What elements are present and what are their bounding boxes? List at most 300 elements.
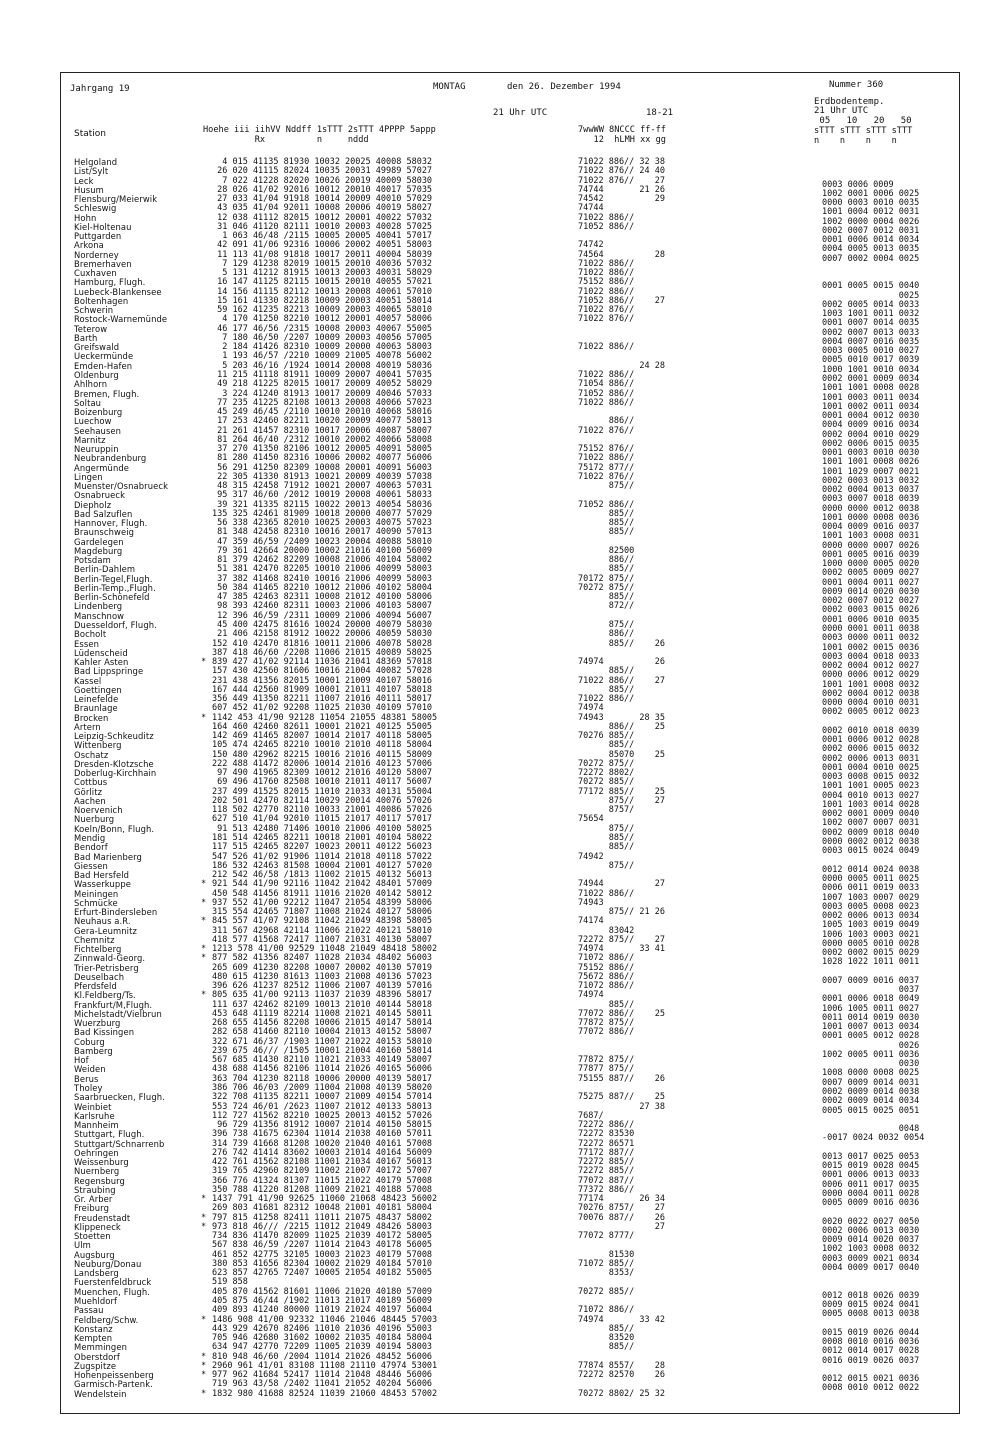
station-data: 48 315 42458 71912 10021 20007 40063 57031 <box>212 481 433 492</box>
soil-temperatures: 0015 0019 0026 0044 <box>822 1327 920 1338</box>
station-name: Pferdsfeld <box>74 981 117 992</box>
synoptic-group: 72272 885// <box>578 1166 635 1177</box>
soil-temperatures: 1001 0003 0011 0034 <box>822 392 920 403</box>
station-name: Puttgarden <box>74 231 122 242</box>
soil-temperatures: 0001 0003 0010 0030 <box>822 448 920 459</box>
station-data: 265 609 41230 82208 10007 20002 40130 57019 <box>212 962 433 973</box>
synoptic-group: 885// <box>578 684 635 695</box>
station-data: 311 567 42968 42114 11006 21022 40121 58010 <box>212 925 433 936</box>
station-data: 553 724 46/01 /2623 11007 21012 40133 58013 <box>212 1101 433 1112</box>
station-name: Hohenpeissenberg <box>74 1370 154 1381</box>
station-data: 276 742 41414 83602 10003 21014 40164 56009 <box>212 1147 433 1158</box>
synoptic-group: 70272 885// <box>578 1286 635 1297</box>
soil-temperatures: 0000 0003 0010 0035 <box>822 198 920 209</box>
synoptic-group: 75155 887// 26 <box>578 1073 665 1084</box>
station-name: Berlin-Temp.,Flugh. <box>74 582 156 593</box>
soil-temperatures: 0007 0002 0004 0025 <box>822 253 920 264</box>
synoptic-group: 74944 27 <box>578 879 665 890</box>
station-data: 1437 791 41/90 92625 11060 21068 48423 56002 <box>212 1194 438 1205</box>
station-name: Chemnitz <box>74 934 115 945</box>
synoptic-group: 72272 886// <box>578 1120 635 1131</box>
synoptic-column-subheader: 12 hLMH xx gg <box>578 135 666 145</box>
station-name: Bad Kissingen <box>74 1027 135 1038</box>
station-data: 42 091 41/06 92316 10006 20002 40051 58003 <box>212 240 433 251</box>
synoptic-group: 81530 <box>578 1249 635 1260</box>
station-name: Angermünde <box>74 462 130 473</box>
soil-temperatures: 0002 0005 0009 0027 <box>822 568 920 579</box>
station-data: 810 948 46/60 /2004 11014 21026 48452 56006 <box>212 1351 433 1362</box>
soil-temperatures: 0002 0003 0013 0032 <box>822 475 920 486</box>
soil-temperatures: 0009 0014 0020 0030 <box>822 586 920 597</box>
station-name: Straubing <box>74 1184 116 1195</box>
station-name: Braunlage <box>74 703 118 714</box>
station-data: 15 161 41330 82218 10009 20003 40051 58014 <box>212 295 433 306</box>
station-name: Artern <box>74 721 101 732</box>
mountain-station-marker: * <box>201 944 207 955</box>
soil-temperatures: 0002 0009 0014 0034 <box>822 1096 920 1107</box>
synoptic-group: 72272 875// 27 <box>578 934 665 945</box>
station-data: 845 557 41/07 92108 11042 21049 48398 58005 <box>212 916 433 927</box>
soil-temperatures: 0005 0010 0017 0039 <box>822 355 920 366</box>
soil-temperatures: 1001 0000 0008 0036 <box>822 512 920 523</box>
synoptic-group: 83042 <box>578 925 635 936</box>
soil-temperatures: 0001 0006 0012 0028 <box>822 735 920 746</box>
soil-temperatures: 1007 1003 0007 0029 <box>822 892 920 903</box>
synoptic-group: 71022 886// <box>578 888 635 899</box>
soil-temperatures: 0004 0009 0016 0037 <box>822 522 920 533</box>
synoptic-group: 8353/ <box>578 1268 635 1279</box>
soil-temperatures: 1001 0004 0012 0031 <box>822 207 920 218</box>
soil-temperatures: 0000 0005 0011 0025 <box>822 874 920 885</box>
station-data: 59 162 41235 82213 10009 20003 40065 58010 <box>212 305 433 316</box>
soil-temperatures: 0001 0004 0010 0025 <box>822 762 920 773</box>
station-name: Zugspitze <box>74 1360 117 1371</box>
station-name: Leinefelde <box>74 694 119 705</box>
station-name: Muenster/Osnabrueck <box>74 481 169 492</box>
soil-temperatures: 0006 0011 0017 0035 <box>822 1179 920 1190</box>
station-data: 519 858 <box>212 1277 248 1288</box>
station-name: Wittenberg <box>74 740 122 751</box>
station-name: Magdeburg <box>74 545 123 556</box>
soil-temperatures: 1028 1022 1011 0011 <box>822 957 920 968</box>
soil-temperatures: 0001 0006 0013 0033 <box>822 1170 920 1181</box>
station-name: Luebeck-Blankensee <box>74 286 162 297</box>
station-name: Weinbiet <box>74 1101 112 1112</box>
soil-temperatures: 0000 0000 0007 0026 <box>822 540 920 551</box>
station-name: Schmücke <box>74 897 118 908</box>
station-data: 634 947 42770 72209 11005 21039 40194 58003 <box>212 1342 433 1353</box>
synoptic-group: 77072 886// 25 <box>578 1008 665 1019</box>
synoptic-group: 77174 26 34 <box>578 1194 665 1205</box>
synoptic-group: 71022 886// <box>578 694 635 705</box>
soil-temperatures: 0001 0004 0012 0030 <box>822 411 920 422</box>
synoptic-group: 75654 <box>578 814 604 825</box>
soil-temperatures: 0020 0022 0027 0050 <box>822 1216 920 1227</box>
soil-temperatures: 0037 <box>822 985 920 996</box>
soil-temperatures: 1002 1003 0008 0032 <box>822 1244 920 1255</box>
station-name: Mendig <box>74 832 106 843</box>
soil-temperatures: 0000 0004 0011 0028 <box>822 1188 920 1199</box>
soil-temperatures: 0015 0019 0028 0045 <box>822 1161 920 1172</box>
soil-temperatures: -0017 0024 0032 0054 <box>822 1133 925 1144</box>
station-name: Aachen <box>74 795 106 806</box>
synoptic-group: 875// <box>578 620 635 630</box>
station-data: 152 410 42470 81816 10011 21006 40078 58028 <box>212 638 433 649</box>
soil-temperatures: 0002 0007 0012 0027 <box>822 596 920 607</box>
station-name: Görlitz <box>74 786 103 797</box>
station-data: 4 170 41250 82210 10012 20001 40057 58006 <box>212 314 433 325</box>
station-name: Stoetten <box>74 1231 111 1242</box>
soil-temperatures: 0002 0006 0015 0035 <box>822 438 920 449</box>
soil-temperatures: 1005 1003 0019 0049 <box>822 920 920 931</box>
soil-temperatures: 0001 0005 0012 0028 <box>822 1031 920 1042</box>
station-name: Oberstdorf <box>74 1351 120 1362</box>
soil-temperatures: 0009 0015 0024 0041 <box>822 1299 920 1310</box>
synoptic-column-header: 7wwWW 8NCCC ff-ff <box>578 125 666 135</box>
station-data: 4 015 41135 81930 10032 20025 40008 58032 <box>212 157 433 167</box>
station-data: 734 836 41470 82009 11025 21039 40172 58005 <box>212 1231 433 1242</box>
station-name: Muenchen, Flugh. <box>74 1286 151 1297</box>
synoptic-group: 75172 877// <box>578 462 635 473</box>
station-data: 45 400 42475 81616 10024 20000 40079 58030 <box>212 620 433 630</box>
soil-temperatures: 0001 0006 0014 0034 <box>822 235 920 246</box>
station-data: 164 460 42460 82611 10001 21021 40125 55005 <box>212 721 433 732</box>
station-name: Luechow <box>74 416 112 427</box>
station-name: Deuselbach <box>74 971 125 982</box>
station-data: 322 671 46/37 /1903 11007 21022 40153 58010 <box>212 1036 433 1047</box>
soil-temperatures: 0000 0006 0012 0029 <box>822 670 920 681</box>
soil-temperatures: 0002 0004 0012 0038 <box>822 688 920 699</box>
synoptic-group: 74974 33 42 <box>578 1314 665 1325</box>
station-name: Bad Hersfeld <box>74 870 130 881</box>
station-name: Hof <box>74 1055 89 1066</box>
station-data: 111 637 42462 82109 10013 21010 40144 58018 <box>212 999 433 1010</box>
synoptic-group: 885// <box>578 842 635 853</box>
station-name: Helgoland <box>74 157 118 167</box>
station-data: 1 063 46/48 /2115 10005 20005 40041 57017 <box>212 231 433 242</box>
station-name: Bad Marienberg <box>74 851 142 862</box>
mountain-station-marker: * <box>201 916 207 927</box>
synoptic-group: 71072 886// <box>578 981 635 992</box>
station-data: 1142 453 41/90 92128 11054 21055 48381 58005 <box>212 712 438 723</box>
soil-utc-label: 21 Uhr UTC <box>814 106 869 116</box>
synoptic-group: 74542 29 <box>578 194 665 205</box>
synoptic-group: 875// <box>578 823 635 834</box>
soil-temperatures: 0007 0009 0014 0031 <box>822 1077 920 1088</box>
soil-temperatures: 0006 0011 0019 0033 <box>822 883 920 894</box>
station-data: 1 193 46/57 /2210 10009 21005 40078 56002 <box>212 351 433 362</box>
station-data: 607 452 41/02 92208 11025 21030 40109 57010 <box>212 703 433 714</box>
soil-temperatures: 0001 0004 0011 0027 <box>822 577 920 588</box>
station-data: 37 270 41350 82106 10012 20005 40091 58005 <box>212 444 433 455</box>
station-data: 453 648 41119 82214 11008 21021 40145 58011 <box>212 1008 433 1019</box>
station-name: Regensburg <box>74 1175 125 1186</box>
station-data: 356 449 41350 82211 11007 21016 40111 58017 <box>212 694 433 705</box>
station-name: Teterow <box>74 323 108 334</box>
station-name: Zinnwald-Georg. <box>74 953 146 964</box>
station-data: 5 131 41212 81915 10013 20003 40031 58029 <box>212 268 433 279</box>
data-column-header: Hoehe iii iihVV Nddff 1sTTT 2sTTT 4PPPP 5appp <box>203 125 436 135</box>
soil-temperatures: 0016 0019 0026 0037 <box>822 1355 920 1366</box>
station-name: Ulm <box>74 1240 91 1251</box>
soil-temperatures: 0002 0003 0015 0026 <box>822 605 920 616</box>
station-data: 977 962 41684 52417 11014 21048 48446 56006 <box>212 1370 433 1381</box>
station-name: Rostock-Warnemünde <box>74 314 168 325</box>
station-data: 269 803 41681 82312 10048 21001 40181 58004 <box>212 1203 433 1214</box>
station-data: 380 853 41656 82304 10002 21029 40184 57010 <box>212 1258 433 1269</box>
station-data: 47 359 46/59 /2409 10023 20004 40088 58010 <box>212 536 433 547</box>
station-data: 3 224 41240 81913 10017 20009 40046 57033 <box>212 388 433 399</box>
synoptic-group: 77877 875// <box>578 1064 635 1075</box>
station-name: Lingen <box>74 471 103 482</box>
station-data: 28 026 41/02 92016 10012 20010 40017 57035 <box>212 184 433 195</box>
station-data: 567 838 46/59 /2207 11014 21043 40178 56005 <box>212 1240 433 1251</box>
station-data: 7 129 41238 82019 10015 20010 40036 57032 <box>212 258 433 269</box>
station-data: 239 675 46/// /1505 10001 21004 40160 58014 <box>212 1045 433 1056</box>
station-name: List/Sylt <box>74 166 109 177</box>
station-data: 14 156 41115 82112 10013 20008 40061 57010 <box>212 286 433 297</box>
synoptic-group: 71022 886// <box>578 453 635 464</box>
soil-temperatures: 1001 1001 0008 0026 <box>822 457 920 468</box>
station-name: Passau <box>74 1305 104 1316</box>
soil-temperatures: 0002 0007 0012 0031 <box>822 225 920 236</box>
station-data: 11 113 41/08 91818 10017 20011 40004 58039 <box>212 249 433 260</box>
station-name: Stuttgart, Flugh. <box>74 1129 145 1140</box>
station-data: 31 046 41120 82111 10010 20003 40028 57025 <box>212 221 433 232</box>
station-data: 118 502 42770 82110 10033 21001 40086 57026 <box>212 805 433 816</box>
soil-temperatures: 0030 <box>822 1059 920 1070</box>
mountain-station-marker: * <box>201 1388 207 1399</box>
station-name: Nuerburg <box>74 814 115 825</box>
station-data: 37 382 41468 82410 10016 21006 40099 58003 <box>212 573 433 584</box>
soil-temperatures: 0002 0001 0009 0040 <box>822 809 920 820</box>
soil-temperatures: 0003 0005 0010 0027 <box>822 346 920 357</box>
synoptic-group: 75152 886// <box>578 962 635 973</box>
station-data: 405 875 46/44 /1902 11013 21017 40189 56009 <box>212 1295 433 1306</box>
station-name: Essen <box>74 638 99 649</box>
soil-temperatures: 1001 1003 0014 0028 <box>822 799 920 810</box>
station-name: Lüdenscheid <box>74 647 128 658</box>
synoptic-group: 77372 886// <box>578 1184 635 1195</box>
synoptic-group: 71022 876// <box>578 305 635 316</box>
soil-temperatures: 0026 <box>822 1040 920 1051</box>
soil-temperatures: 0002 0010 0018 0039 <box>822 725 920 736</box>
station-data: 450 548 41456 81911 11016 21020 40142 58012 <box>212 888 433 899</box>
station-name: Dresden-Klotzsche <box>74 758 154 769</box>
soil-temperatures: 0002 0006 0015 0032 <box>822 744 920 755</box>
synoptic-group: 74564 28 <box>578 249 665 260</box>
station-data: 2960 961 41/01 83108 11108 21110 47974 53001 <box>212 1360 438 1371</box>
synoptic-group: 885// <box>578 740 635 751</box>
synoptic-group: 70272 875// <box>578 582 635 593</box>
station-name: Cuxhaven <box>74 268 117 279</box>
station-name: Coburg <box>74 1036 105 1047</box>
soil-temperatures: 1001 1001 0005 0023 <box>822 781 920 792</box>
station-data: 422 761 41562 82108 11001 21034 40167 56013 <box>212 1157 433 1168</box>
station-data: 96 729 41356 81912 10007 21014 40150 58015 <box>212 1120 433 1131</box>
soil-temperatures: 1002 0005 0011 0036 <box>822 1049 920 1060</box>
soil-temperatures: 0002 0009 0018 0040 <box>822 827 920 838</box>
station-name: Kiel-Holtenau <box>74 221 132 232</box>
synoptic-group: 7687/ <box>578 1110 604 1121</box>
station-data: 79 361 42664 20000 10002 21016 40100 56009 <box>212 545 433 556</box>
synoptic-group: 71022 886// 32 38 <box>578 157 665 167</box>
mountain-station-marker: * <box>201 1221 207 1232</box>
soil-temperatures: 0005 0015 0025 0051 <box>822 1105 920 1116</box>
station-data: 443 929 42670 82406 11010 21036 40196 55003 <box>212 1323 433 1334</box>
station-data: 627 510 41/04 92010 11015 21017 40117 57017 <box>212 814 433 825</box>
soil-temperatures: 1002 0000 0004 0026 <box>822 216 920 227</box>
synoptic-group: 75672 886// <box>578 971 635 982</box>
synoptic-group: 885// <box>578 592 635 603</box>
mountain-station-marker: * <box>201 1370 207 1381</box>
synoptic-group: 71052 886// 27 <box>578 295 665 306</box>
station-name: Tholey <box>74 1083 103 1093</box>
station-name: Hannover, Flugh. <box>74 518 148 529</box>
synoptic-group: 75152 886// <box>578 277 635 288</box>
station-data: 69 496 41760 82508 10010 21011 40117 56007 <box>212 777 433 788</box>
synoptic-group: 71052 886// <box>578 388 635 399</box>
soil-temperatures: 1000 1001 0010 0034 <box>822 364 920 375</box>
station-data: 480 615 41230 81613 11003 21008 40136 57023 <box>212 971 433 982</box>
station-data: 268 655 41456 82208 10006 21015 40147 58014 <box>212 1018 433 1029</box>
station-name: Braunschweig <box>74 527 135 538</box>
synoptic-group: 71072 885// <box>578 1258 635 1269</box>
synoptic-group: 74974 26 <box>578 657 665 668</box>
soil-temperatures: 0003 0005 0008 0023 <box>822 901 920 912</box>
station-name: Michelstadt/Vielbrun <box>74 1008 162 1019</box>
synoptic-group: 71072 886// <box>578 1305 635 1316</box>
station-data: 142 469 41465 82007 10014 21017 40118 58005 <box>212 731 433 742</box>
station-name: Ueckermünde <box>74 351 134 362</box>
report-number: Nummer 360 <box>829 80 884 90</box>
station-name: Mannheim <box>74 1120 119 1131</box>
station-name: Schleswig <box>74 203 117 214</box>
station-name: Klippeneck <box>74 1221 121 1232</box>
synoptic-group: 71022 886// <box>578 286 635 297</box>
synoptic-group: 885// <box>578 999 635 1010</box>
synoptic-group: 886// <box>578 555 635 566</box>
soil-temperatures: 0004 0009 0016 0034 <box>822 420 920 431</box>
station-name: Bendorf <box>74 842 108 853</box>
data-column-subheader: Rx n nddd <box>203 135 369 145</box>
station-data: 1486 908 41/00 92332 11046 21046 48445 57003 <box>212 1314 438 1325</box>
synoptic-group: 71022 886// 27 <box>578 675 665 686</box>
station-name: Boizenburg <box>74 407 123 418</box>
station-data: 27 033 41/04 91918 10014 20009 40010 57029 <box>212 194 433 205</box>
station-data: 81 379 42462 82209 10008 21006 40104 58002 <box>212 555 433 566</box>
soil-temperatures: 0000 0002 0012 0038 <box>822 836 920 847</box>
soil-temperatures: 1001 0002 0015 0036 <box>822 642 920 653</box>
station-name: Arkona <box>74 240 104 251</box>
soil-temperatures: 0000 0001 0011 0038 <box>822 624 920 634</box>
soil-temperatures: 0008 0010 0012 0022 <box>822 1383 920 1394</box>
station-data: 387 418 46/60 /2208 11006 21015 40089 58025 <box>212 647 433 658</box>
station-data: 396 738 41675 62304 11014 21038 40160 57011 <box>212 1129 433 1140</box>
mountain-station-marker: * <box>201 657 207 668</box>
soil-temperatures: 0012 0014 0017 0028 <box>822 1346 920 1357</box>
synoptic-group: 77072 8777/ <box>578 1231 635 1242</box>
soil-temperatures: 0002 0009 0014 0038 <box>822 1087 920 1097</box>
soil-temperatures: 1001 1001 0008 0028 <box>822 383 920 394</box>
synoptic-group: 77872 875// <box>578 1018 635 1029</box>
synoptic-group: 77172 887// <box>578 1147 635 1158</box>
soil-temperatures: 0005 0008 0013 0038 <box>822 1309 920 1320</box>
soil-temperatures: 0008 0010 0016 0036 <box>822 1337 920 1348</box>
station-data: 386 706 46/03 /2009 11004 21008 40139 58020 <box>212 1083 433 1093</box>
station-name: Emden-Hafen <box>74 360 133 371</box>
mountain-station-marker: * <box>201 879 207 890</box>
station-name: Marnitz <box>74 434 106 445</box>
synoptic-group: 875// 21 26 <box>578 907 665 918</box>
mountain-station-marker: * <box>201 712 207 723</box>
station-name: Frankfurt/M,Flugh. <box>74 999 153 1010</box>
utc-label: 21 Uhr UTC <box>493 108 548 118</box>
station-data: 315 554 42465 71807 11008 21024 40127 58006 <box>212 907 433 918</box>
synoptic-group: 886// 25 <box>578 721 665 732</box>
synoptic-group: 85070 25 <box>578 749 665 760</box>
soil-temperatures: 1003 1001 0011 0032 <box>822 309 920 320</box>
station-data: 39 321 41335 82115 10022 20013 40054 58036 <box>212 499 433 510</box>
station-name: Bad Lippspringe <box>74 666 144 677</box>
soil-temperatures: 0001 0005 0016 0039 <box>822 549 920 560</box>
station-data: 105 474 42465 82210 10010 21010 40118 58004 <box>212 740 433 751</box>
station-name: Schwerin <box>74 305 114 316</box>
soil-temperatures: 0003 0004 0018 0033 <box>822 651 920 662</box>
station-data: 98 393 42460 82311 10003 21006 40103 58007 <box>212 601 433 612</box>
station-data: 186 532 42463 81508 10004 21001 40127 57020 <box>212 860 433 871</box>
station-name: Kassel <box>74 675 102 686</box>
soil-temperatures: 0002 0005 0014 0033 <box>822 299 920 310</box>
station-name: Wuerzburg <box>74 1018 121 1029</box>
soil-temperatures: 1008 0000 0008 0025 <box>822 1068 920 1079</box>
station-data: 12 396 46/59 /2311 10009 21006 40094 56007 <box>212 610 433 621</box>
station-data: 50 384 41465 82210 10012 21006 40102 58004 <box>212 582 433 593</box>
station-name: Brocken <box>74 712 109 723</box>
synoptic-group: 875// <box>578 481 635 492</box>
synoptic-group: 71022 886// <box>578 397 635 408</box>
synoptic-group: 77172 885// 25 <box>578 786 665 797</box>
station-name: Norderney <box>74 249 119 260</box>
station-data: 202 501 42470 82114 10029 20014 40076 57026 <box>212 795 433 806</box>
station-data: 51 381 42470 82205 10010 21006 40099 58003 <box>212 564 433 575</box>
station-data: 418 577 41568 72417 11007 21031 40130 58007 <box>212 934 433 945</box>
station-data: 81 264 46/40 /2312 10010 20002 40066 58008 <box>212 434 433 445</box>
soil-temperatures: 0004 0010 0013 0027 <box>822 790 920 801</box>
station-name: Manschnow <box>74 610 125 621</box>
station-name: Neuruppin <box>74 444 119 455</box>
synoptic-group: 885// <box>578 1342 635 1353</box>
synoptic-group: 886// <box>578 416 635 427</box>
station-name: Seehausen <box>74 425 122 436</box>
mountain-station-marker: * <box>201 1360 207 1371</box>
synoptic-group: 70276 885// <box>578 731 635 742</box>
synoptic-group: 875// 27 <box>578 795 665 806</box>
station-data: 135 325 42461 81909 10018 20000 40077 57029 <box>212 508 433 519</box>
synoptic-group: 71022 886// <box>578 268 635 279</box>
mountain-station-marker: * <box>201 990 207 1001</box>
soil-temperatures: 0004 0005 0013 0035 <box>822 244 920 255</box>
station-data: 314 739 41668 81208 10020 21040 40161 57008 <box>212 1138 433 1149</box>
station-row <box>0 1389 1000 1399</box>
station-data: 26 020 41115 82024 10035 20031 49989 57027 <box>212 166 433 177</box>
soil-temperatures: 1006 1005 0011 0027 <box>822 1003 920 1014</box>
station-data: 282 658 41460 82110 10004 21013 40152 58007 <box>212 1027 433 1038</box>
station-name: Berlin-Tegel,Flugh. <box>74 573 153 584</box>
station-name: Kempten <box>74 1333 113 1344</box>
synoptic-group: 71072 886// <box>578 953 635 964</box>
synoptic-group: 885// <box>578 1323 635 1334</box>
